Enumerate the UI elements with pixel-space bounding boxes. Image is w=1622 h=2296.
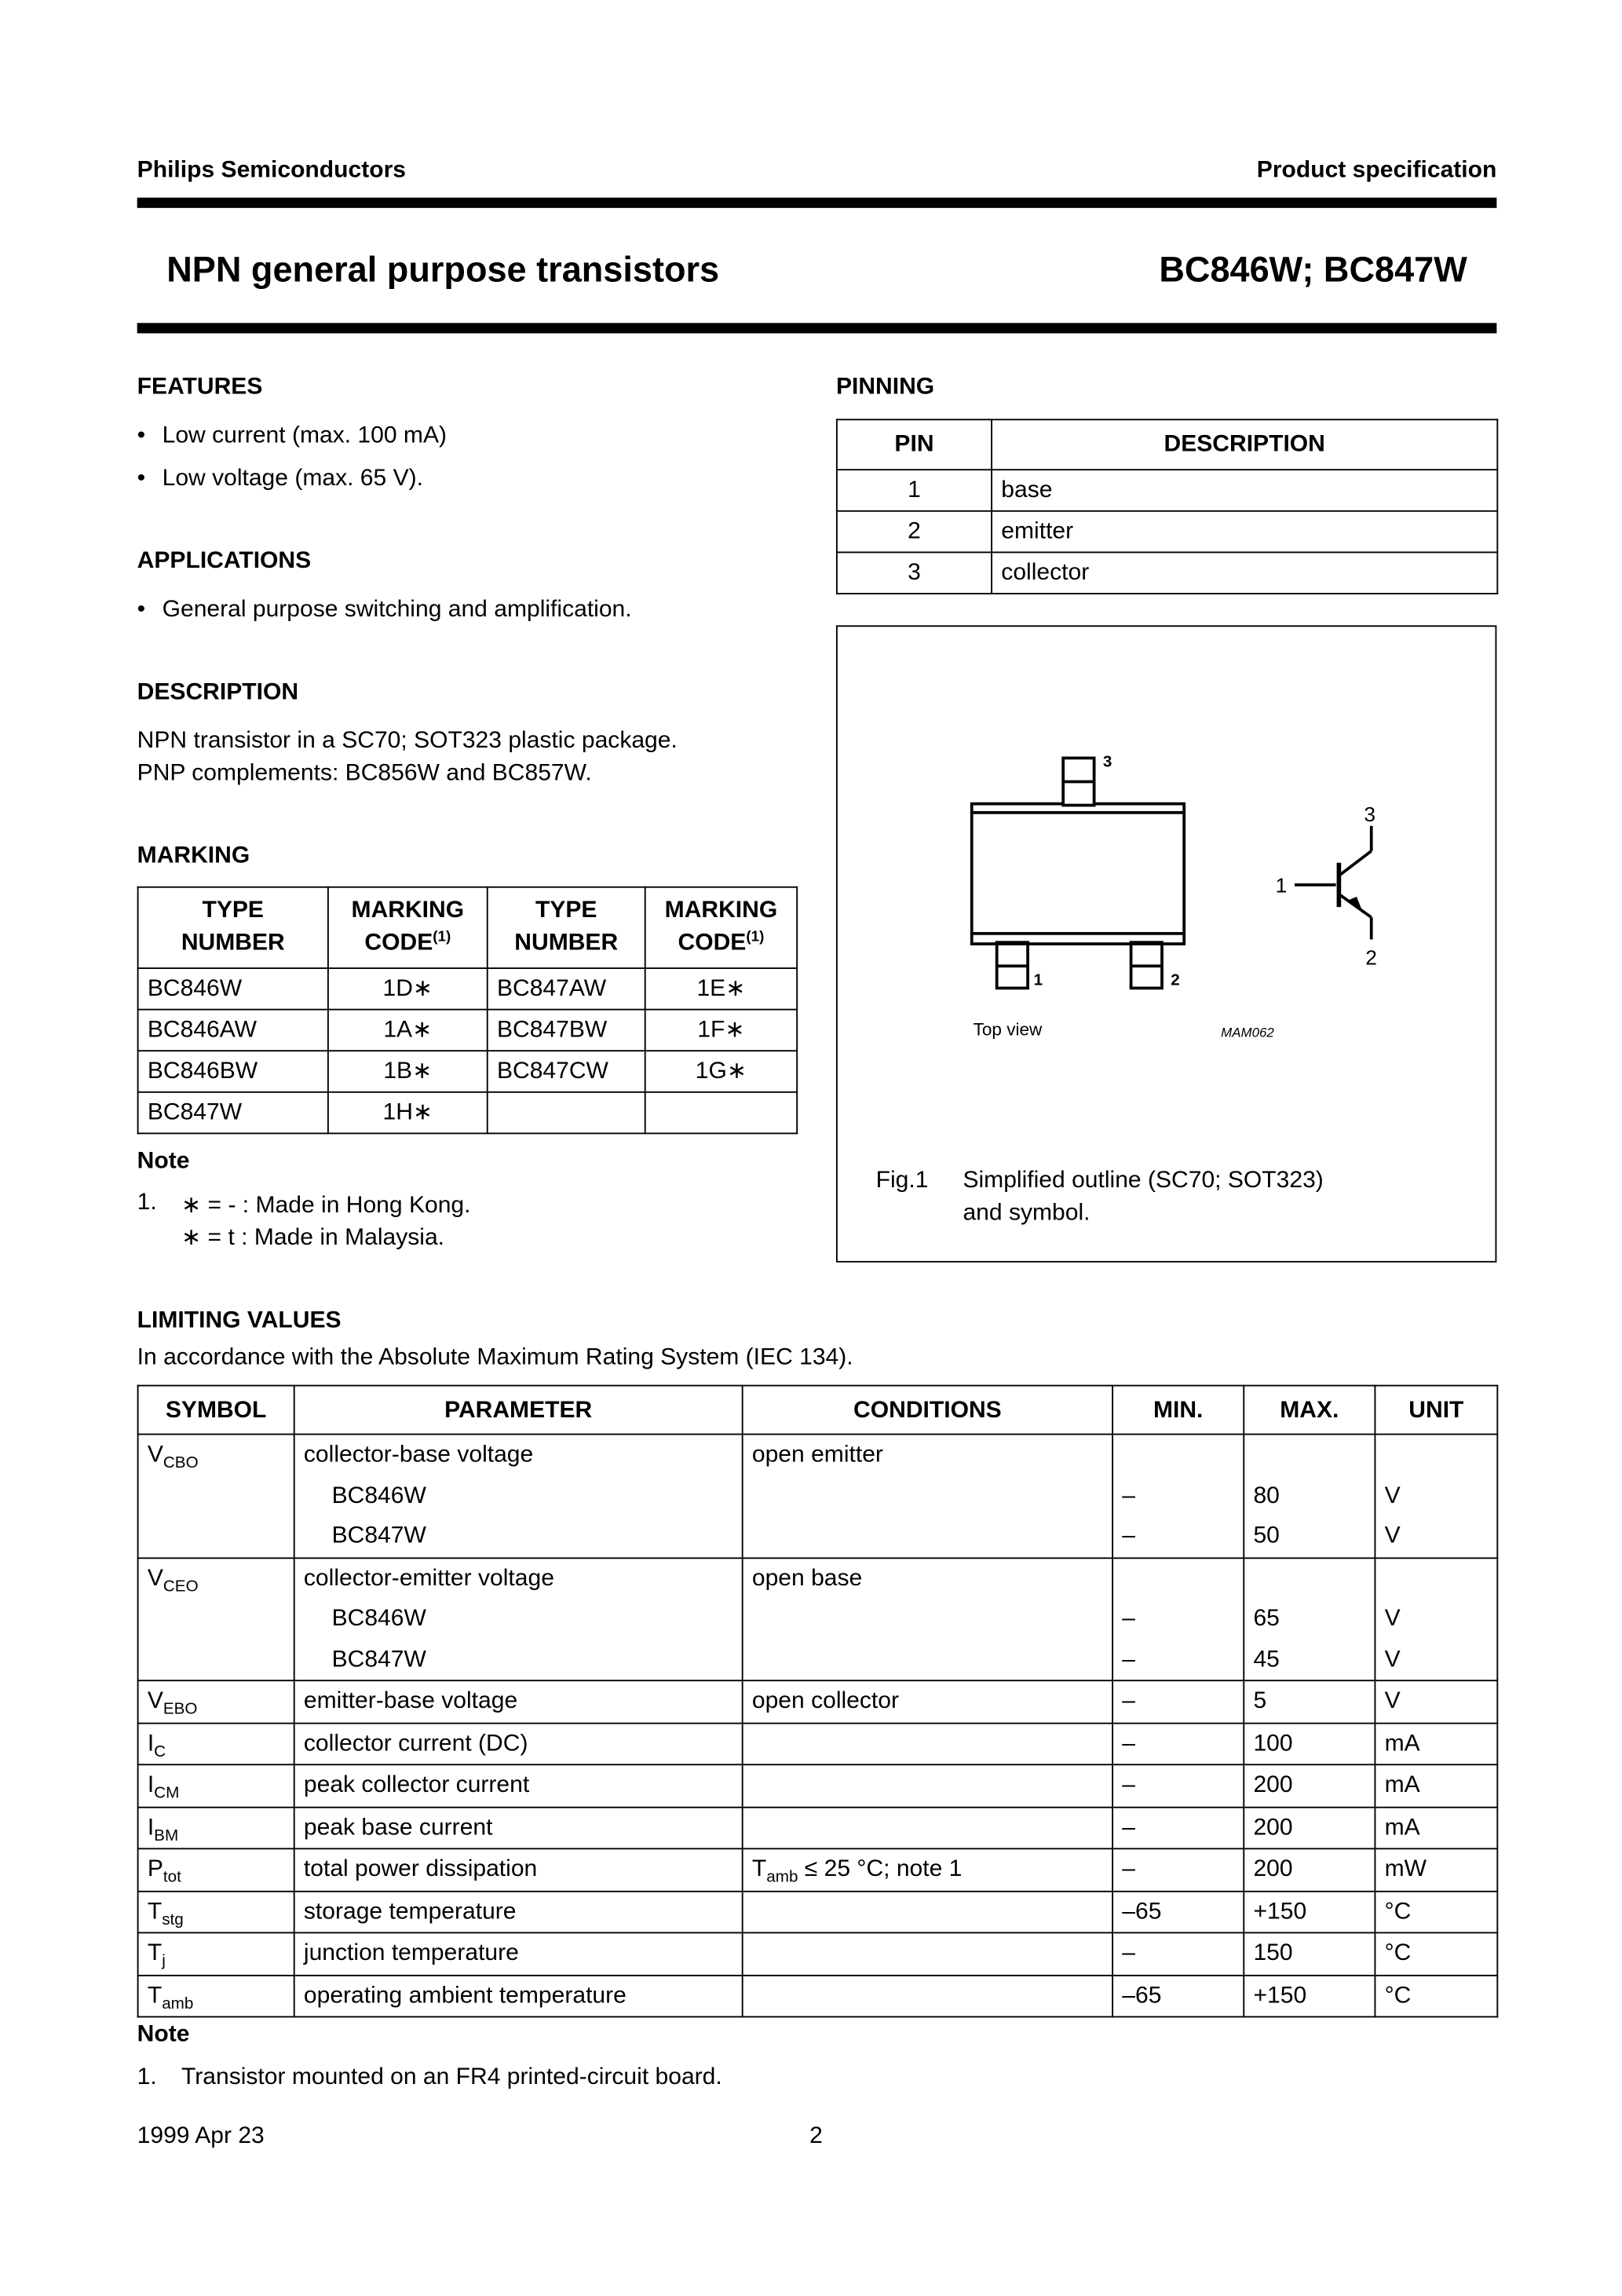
symbol-pin-label: 2 (1365, 945, 1377, 969)
limiting-row (138, 1680, 1498, 1723)
max-cell (1244, 1975, 1375, 2017)
marking-note: ∗ = - : Made in Hong Kong. (181, 1193, 471, 1219)
marking-heading: MARKING (137, 843, 250, 869)
max-value: +150 (1253, 1983, 1307, 2009)
type-number-cell: BC847CW (488, 1051, 645, 1092)
limiting-values-heading: LIMITING VALUES (137, 1307, 342, 1333)
marking-row (138, 1092, 798, 1134)
type-number-cell (488, 1092, 645, 1134)
parameter-cell (294, 1723, 743, 1765)
col-type-number: TYPE NUMBER (138, 887, 328, 968)
col-symbol: SYMBOL (138, 1386, 294, 1435)
type-number-cell: BC847W (138, 1092, 328, 1134)
marking-row (138, 968, 798, 1010)
max-value: 65 (1253, 1606, 1280, 1632)
col-conditions: CONDITIONS (743, 1386, 1112, 1435)
max-cell (1244, 1680, 1375, 1723)
unit-cell (1375, 1557, 1497, 1680)
parameter-line: collector current (DC) (303, 1731, 528, 1756)
condition (752, 1933, 1103, 1974)
limiting-row (138, 1723, 1498, 1765)
marking-code-cell: 1F∗ (645, 1010, 797, 1051)
min-cell (1112, 1975, 1244, 2017)
marking-code-cell (645, 1092, 797, 1134)
limiting-row (138, 1807, 1498, 1849)
condition: open emitter (751, 1442, 883, 1468)
pin-number-cell: 2 (837, 511, 992, 553)
unit-cell (1375, 1723, 1497, 1765)
limiting-row (138, 1975, 1498, 2017)
min-value: – (1122, 1856, 1136, 1882)
unit-value: V (1384, 1647, 1401, 1672)
min-value: – (1122, 1772, 1136, 1798)
symbol-subscript: C (154, 1742, 166, 1760)
parameter-cell (294, 1807, 743, 1849)
parameter-line: BC847W (331, 1647, 426, 1672)
parameter-cell (294, 1891, 743, 1933)
condition (752, 1808, 1103, 1848)
conditions-cell (743, 1680, 1112, 1723)
top-view-label: Top view (973, 1018, 1043, 1040)
type-number-cell: BC847AW (488, 968, 645, 1010)
symbol-cell (138, 1932, 294, 1975)
max-value: 45 (1253, 1647, 1280, 1672)
description-heading: DESCRIPTION (137, 679, 299, 705)
symbol-subscript: amb (162, 1994, 194, 2013)
parameter-cell (294, 1680, 743, 1723)
parameter-line: collector-base voltage (303, 1442, 534, 1468)
marking-row (138, 1051, 798, 1092)
condition (752, 1724, 1103, 1764)
drawing-code: MAM062 (1221, 1025, 1274, 1040)
application-item: • General purpose switching and amplification. (163, 598, 632, 624)
unit-value: °C (1384, 1899, 1412, 1925)
min-cell (1112, 1557, 1244, 1680)
page-number: 2 (809, 2123, 823, 2149)
min-cell (1112, 1435, 1244, 1558)
symbol-pin-label: 3 (1364, 802, 1375, 826)
limiting-note-heading: Note (137, 2022, 190, 2047)
parameter-cell (294, 1764, 743, 1807)
symbol-cell (138, 1723, 294, 1765)
condition (752, 1976, 1103, 2016)
symbol-cell (138, 1975, 294, 2017)
col-max: MAX. (1244, 1386, 1375, 1435)
marking-code-cell: 1G∗ (645, 1051, 797, 1092)
pin-row (837, 470, 1497, 511)
min-value: – (1122, 1940, 1136, 1966)
symbol-cell (138, 1435, 294, 1558)
description-line: PNP complements: BC856W and BC857W. (137, 761, 592, 787)
limiting-row (138, 1848, 1498, 1891)
symbol-base: V (147, 1565, 163, 1591)
unit-cell (1375, 1680, 1497, 1723)
min-value: – (1122, 1647, 1136, 1672)
symbol (148, 1558, 285, 1599)
marking-code-cell: 1E∗ (645, 968, 797, 1010)
min-value: – (1122, 1688, 1136, 1714)
min-value: –65 (1122, 1983, 1162, 2009)
header-rule (137, 198, 1497, 208)
max-cell (1244, 1932, 1375, 1975)
limiting-row (138, 1557, 1498, 1680)
col-parameter: PARAMETER (294, 1386, 743, 1435)
symbol-subscript: CM (154, 1784, 180, 1803)
symbol-cell (138, 1680, 294, 1723)
parameter-cell (294, 1848, 743, 1891)
symbol-cell (138, 1848, 294, 1891)
min-value: – (1122, 1815, 1136, 1841)
col-description: DESCRIPTION (992, 419, 1497, 470)
min-cell (1112, 1680, 1244, 1723)
applications-heading: APPLICATIONS (137, 548, 312, 574)
symbol-base: I (147, 1731, 155, 1756)
conditions-cell (743, 1807, 1112, 1849)
limiting-row (138, 1932, 1498, 1975)
min-value: – (1122, 1523, 1136, 1549)
unit-cell (1375, 1891, 1497, 1933)
min-cell (1112, 1807, 1244, 1849)
type-number-cell: BC846AW (138, 1010, 328, 1051)
max-cell (1244, 1435, 1375, 1558)
document-type: Product specification (1256, 157, 1497, 183)
unit-value: °C (1384, 1983, 1412, 2009)
figure-number: Fig.1 (875, 1168, 929, 1194)
symbol (148, 1976, 285, 2016)
col-marking-code: MARKING CODE$^{(1)}$ (645, 887, 797, 968)
min-value (1122, 1558, 1234, 1599)
unit-cell (1375, 1807, 1497, 1849)
limiting-values-subtitle: In accordance with the Absolute Maximum Rating System (IEC 134). (137, 1344, 853, 1370)
symbol-base: P (147, 1856, 163, 1882)
parameter-cell (294, 1975, 743, 2017)
symbol-base: T (147, 1899, 163, 1925)
symbol (148, 1435, 285, 1475)
max-cell (1244, 1557, 1375, 1680)
symbol-cell (138, 1764, 294, 1807)
unit-value: °C (1384, 1940, 1412, 1966)
pinning-heading: PINNING (835, 375, 935, 400)
symbol (148, 1933, 285, 1974)
pin-number-cell: 3 (837, 552, 992, 594)
pin-description-cell: base (992, 470, 1497, 511)
unit-cell (1375, 1764, 1497, 1807)
min-value: – (1122, 1483, 1136, 1508)
max-value (1253, 1435, 1365, 1475)
description-line: NPN transistor in a SC70; SOT323 plastic package. (137, 728, 678, 754)
type-number-cell: BC846BW (138, 1051, 328, 1092)
unit-value: V (1384, 1606, 1401, 1632)
max-value: +150 (1253, 1899, 1307, 1925)
package-outline-and-symbol-diagram (838, 627, 1496, 1069)
symbol (148, 1808, 285, 1848)
parameter-cell (294, 1932, 743, 1975)
figure-box (836, 625, 1496, 1262)
marking-header-row (138, 887, 798, 968)
limiting-row (138, 1764, 1498, 1807)
max-value: 150 (1253, 1940, 1293, 1966)
limiting-row (138, 1435, 1498, 1558)
parameter-line: peak base current (303, 1815, 493, 1841)
symbol (148, 1681, 285, 1722)
unit-value: mA (1384, 1815, 1420, 1841)
package-pin-label: 3 (1102, 753, 1112, 772)
min-value: –65 (1122, 1899, 1162, 1925)
max-value: 200 (1253, 1815, 1293, 1841)
min-cell (1112, 1932, 1244, 1975)
symbol-subscript: EBO (163, 1700, 198, 1719)
package-pin-label: 2 (1171, 971, 1180, 990)
min-cell (1112, 1764, 1244, 1807)
conditions-cell (743, 1891, 1112, 1933)
max-value: 5 (1253, 1688, 1267, 1714)
pin-number-cell: 1 (837, 470, 992, 511)
symbol-cell (138, 1891, 294, 1933)
part-numbers: BC846W; BC847W (1159, 250, 1467, 291)
min-value: – (1122, 1606, 1136, 1632)
type-number-cell: BC846W (138, 968, 328, 1010)
parameter-line: collector-emitter voltage (303, 1565, 554, 1591)
col-type-number: TYPE NUMBER (488, 887, 645, 968)
unit-cell (1375, 1975, 1497, 2017)
parameter-line: operating ambient temperature (303, 1983, 627, 2009)
features-heading: FEATURES (137, 375, 263, 400)
limiting-note-number: 1. (137, 2064, 157, 2090)
parameter-line: BC846W (331, 1483, 426, 1508)
symbol-base: I (147, 1815, 155, 1841)
parameter-cell (294, 1557, 743, 1680)
conditions-cell (743, 1848, 1112, 1891)
max-cell (1244, 1723, 1375, 1765)
company-name: Philips Semiconductors (137, 157, 407, 183)
symbol-subscript: CBO (163, 1453, 199, 1472)
parameter-line: emitter-base voltage (303, 1688, 518, 1714)
max-cell (1244, 1891, 1375, 1933)
col-pin: PIN (837, 419, 992, 470)
marking-table (137, 887, 798, 1135)
marking-note-heading: Note (137, 1149, 190, 1175)
symbol-subscript: tot (163, 1868, 181, 1887)
col-min: MIN. (1112, 1386, 1244, 1435)
marking-row (138, 1010, 798, 1051)
symbol-subscript: j (162, 1952, 166, 1971)
symbol-base: T (147, 1940, 163, 1966)
symbol-base: V (147, 1442, 163, 1468)
symbol-pin-label: 1 (1275, 872, 1288, 897)
max-value: 50 (1253, 1523, 1280, 1549)
conditions-cell (743, 1975, 1112, 2017)
limiting-header-row (138, 1386, 1498, 1435)
parameter-line: peak collector current (303, 1772, 530, 1798)
feature-item: • Low voltage (max. 65 V). (163, 466, 423, 493)
max-value: 200 (1253, 1772, 1293, 1798)
condition: open collector (751, 1688, 899, 1714)
max-value: 200 (1253, 1856, 1293, 1882)
figure-caption: and symbol. (963, 1200, 1090, 1226)
footer-date: 1999 Apr 23 (137, 2123, 265, 2149)
condition: open base (751, 1565, 863, 1591)
condition: $T_{amb} \le 25$ °C; note 1 (751, 1856, 963, 1887)
unit-value (1385, 1435, 1488, 1475)
pin-description-cell: emitter (992, 511, 1497, 553)
symbol (148, 1849, 285, 1890)
feature-item: • Low current (max. 100 mA) (163, 423, 447, 450)
limiting-row (138, 1891, 1498, 1933)
min-cell (1112, 1848, 1244, 1891)
conditions-cell (743, 1723, 1112, 1765)
marking-note-number: 1. (137, 1190, 157, 1216)
pin-row (837, 552, 1497, 594)
symbol-subscript: CEO (163, 1577, 199, 1596)
min-value (1122, 1435, 1234, 1475)
min-cell (1112, 1891, 1244, 1933)
marking-code-cell: 1B∗ (328, 1051, 488, 1092)
pin-row (837, 511, 1497, 553)
pin-description-cell: collector (992, 552, 1497, 594)
max-cell (1244, 1807, 1375, 1849)
max-value: 80 (1253, 1483, 1280, 1508)
unit-cell (1375, 1932, 1497, 1975)
conditions-cell (743, 1932, 1112, 1975)
title-rule (137, 323, 1497, 333)
limiting-note: Transistor mounted on an FR4 printed-circuit board. (181, 2064, 722, 2090)
symbol-subscript: stg (162, 1910, 184, 1929)
symbol (148, 1765, 285, 1806)
symbol (148, 1892, 285, 1932)
unit-cell (1375, 1848, 1497, 1891)
conditions-cell (743, 1557, 1112, 1680)
figure-caption: Simplified outline (SC70; SOT323) (963, 1168, 1324, 1194)
condition (752, 1765, 1103, 1806)
unit-value (1385, 1558, 1488, 1599)
unit-value: mA (1384, 1772, 1420, 1798)
type-number-cell: BC847BW (488, 1010, 645, 1051)
parameter-line: total power dissipation (303, 1856, 538, 1882)
symbol-cell (138, 1807, 294, 1849)
parameter-line: storage temperature (303, 1899, 517, 1925)
unit-value: V (1384, 1483, 1401, 1508)
symbol-cell (138, 1557, 294, 1680)
symbol-base: T (147, 1983, 163, 2009)
package-pin-label: 1 (1033, 971, 1043, 990)
symbol-subscript: BM (154, 1826, 179, 1844)
marking-code-cell: 1H∗ (328, 1092, 488, 1134)
col-marking-code: MARKING CODE$^{(1)}$ (328, 887, 488, 968)
col-unit: UNIT (1375, 1386, 1497, 1435)
limiting-values-table (137, 1385, 1499, 2018)
unit-value: mW (1384, 1856, 1427, 1882)
page-title: NPN general purpose transistors (166, 250, 720, 291)
max-cell (1244, 1848, 1375, 1891)
pinning-table (836, 419, 1498, 594)
marking-code-cell: 1A∗ (328, 1010, 488, 1051)
min-cell (1112, 1723, 1244, 1765)
parameter-line: junction temperature (303, 1940, 519, 1966)
unit-value: V (1384, 1523, 1401, 1549)
parameter-cell (294, 1435, 743, 1558)
max-value (1253, 1558, 1365, 1599)
parameter-line: BC847W (331, 1523, 426, 1549)
marking-code-cell: 1D∗ (328, 968, 488, 1010)
min-value: – (1122, 1731, 1136, 1756)
max-value: 100 (1253, 1731, 1293, 1756)
unit-value: mA (1384, 1731, 1420, 1756)
symbol (148, 1724, 285, 1764)
parameter-line: BC846W (331, 1606, 426, 1632)
unit-cell (1375, 1435, 1497, 1558)
marking-note: ∗ = t : Made in Malaysia. (181, 1225, 445, 1251)
max-cell (1244, 1764, 1375, 1807)
symbol-base: I (147, 1772, 155, 1798)
unit-value: V (1384, 1688, 1401, 1714)
symbol-base: V (147, 1688, 163, 1714)
conditions-cell (743, 1435, 1112, 1558)
condition (752, 1892, 1103, 1932)
conditions-cell (743, 1764, 1112, 1807)
